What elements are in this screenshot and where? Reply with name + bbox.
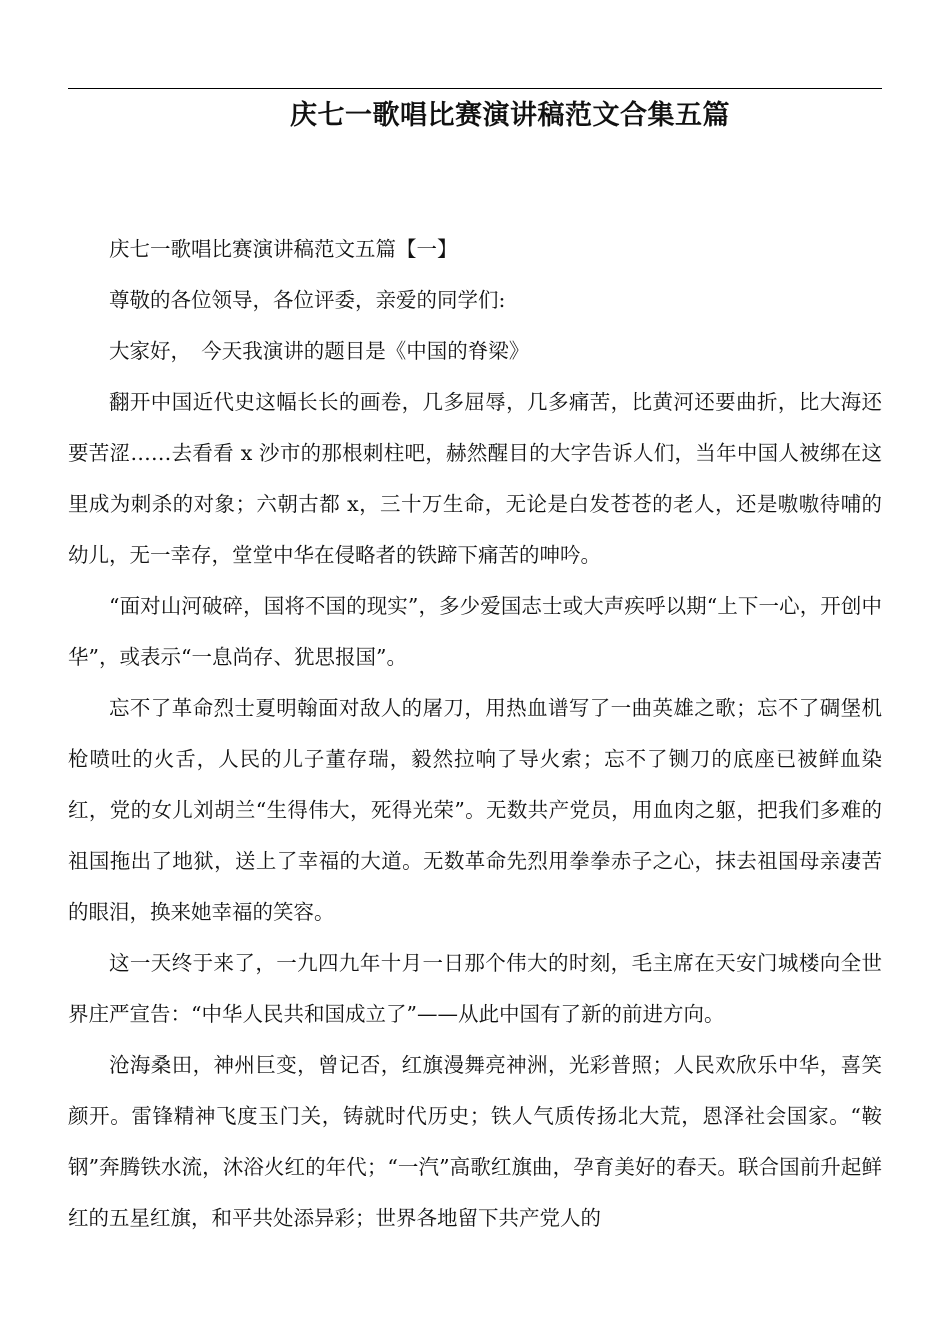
body-paragraph: “面对山河破碎，国将不国的现实”，多少爱国志士或大声疾呼以期“上下一心，开创中华”，或表示“一息尚存、犹思报国”。	[68, 594, 882, 669]
body-paragraph: 忘不了革命烈士夏明翰面对敌人的屠刀，用热血谱写了一曲英雄之歌；忘不了碉堡机枪喷吐的火舌，人民的儿子董存瑞，毅然拉响了导火索；忘不了铡刀的底座已被鲜血染红，党的女儿刘胡兰“生得伟大，死得光荣”。无数共产党员，用血肉之躯，把我们多难的祖国拖出了地狱，送上了幸福的大道。无数革命先烈用拳拳赤子之心，抹去祖国母亲凄苦的眼泪，换来她幸福的笑容。	[68, 696, 882, 924]
document-title: 庆七一歌唱比赛演讲稿范文合集五篇	[290, 100, 730, 131]
section-heading: 庆七一歌唱比赛演讲稿范文五篇【一】	[109, 237, 458, 261]
document-body	[68, 224, 882, 1244]
body-paragraph: 这一天终于来了，一九四九年十月一日那个伟大的时刻，毛主席在天安门城楼向全世界庄严宣告：“中华人民共和国成立了”——从此中国有了新的前进方向。	[68, 951, 882, 1026]
greeting-line: 大家好， 今天我演讲的题目是《中国的脊梁》	[109, 339, 530, 363]
body-paragraph: 翻开中国近代史这幅长长的画卷，几多屈辱，几多痛苦，比黄河还要曲折，比大海还要苦涩……去看看 x 沙市的那根刺柱吧，赫然醒目的大字告诉人们，当年中国人被绑在这里成为刺杀的对象；六朝古都 x，三十万生命，无论是白发苍苍的老人，还是嗷嗷待哺的幼儿，无一幸存，堂堂中华在侵略者的铁蹄下痛苦的呻吟。	[68, 390, 882, 567]
header-rule	[68, 88, 882, 89]
salutation: 尊敬的各位领导，各位评委，亲爱的同学们:	[109, 288, 506, 312]
body-paragraph: 沧海桑田，神州巨变，曾记否，红旗漫舞亮神洲，光彩普照；人民欢欣乐中华，喜笑颜开。雷锋精神飞度玉门关，铸就时代历史；铁人气质传扬北大荒，恩泽社会国家。“鞍钢”奔腾铁水流，沐浴火红的年代；“一汽”高歌红旗曲，孕育美好的春天。联合国前升起鲜红的五星红旗，和平共处添异彩；世界各地留下共产党人的	[68, 1053, 882, 1230]
